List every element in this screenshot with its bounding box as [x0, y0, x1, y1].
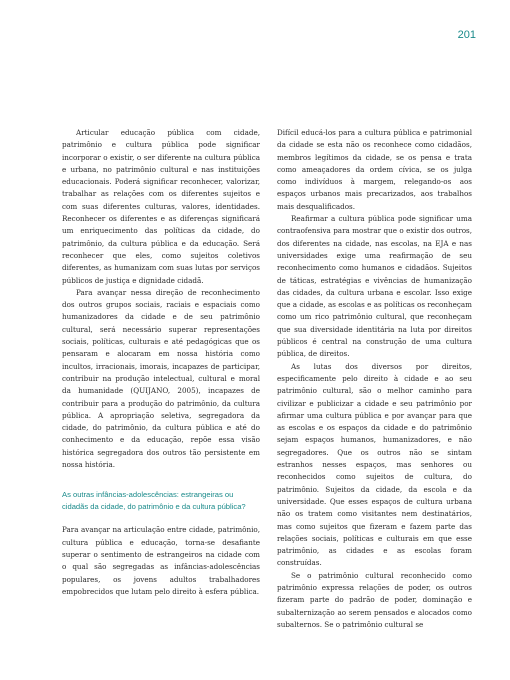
page-number: 201 — [457, 29, 476, 41]
paragraph: Difícil educá-los para a cultura pública e patrimonial da cidade se esta não os reconhece como cidadãos, membros legítimos da cidade, se os pensa e trata como ameaçadores da ordem cívica, se os julga como indivíduos à margem, relegando-os aos espaços urbanos mais precarizados, aos trabalhos mais desqualificados. — [277, 128, 472, 211]
paragraph: Se o patrimônio cultural reconhecido como patrimônio expressa relações de poder, os outros fizeram parte do padrão de poder, dominação e subalternização ao serem pensados e alocados como subalternos. Se o patrimônio cultural se — [277, 570, 472, 629]
paragraph: Articular educação pública com cidade, patrimônio e cultura pública pode significar incorporar o existir, o ser diferente na cultura pública e urbana, no patrimônio cultural e nas instituições educacionais. Poderá significar reconhecer, valorizar, trabalhar as relações com os diferentes sujeitos e com suas diferentes culturas, valores, identidades. Reconhecer os diferentes e as diferenças significará um enriquecimento das políticas da cidade, do patrimônio, da cultura pública e da educação. Será reconhecer que eles, como sujeitos coletivos diferentes, as humanizam com suas lutas por serviços públicos de justiça e dignidade cidadã. — [62, 128, 260, 285]
section-heading: As outras infâncias-adolescências: estrangeiras ou cidadãs da cidade, do patrimônio e da cultura pública? — [62, 490, 246, 511]
paragraph: Para avançar na articulação entre cidade, patrimônio, cultura pública e educação, torna-se desafiante superar o sentimento de estrangeiros na cidade com o qual são segregadas as infâncias-adolescências populares, os jovens adultos trabalhadores empobrecidos que lutam pelo direito à esfera pública. — [62, 525, 260, 596]
left-column — [62, 127, 260, 598]
paragraph: As lutas dos diversos por direitos, especificamente pelo direito à cidade e ao seu patrimônio cultural, são o melhor caminho para civilizar e publicizar a cidade e seu patrimônio por afirmar uma cultura pública e por avançar para que as escolas e os espaços da cidade e do patrimônio sejam espaços humanos, humanizadores, e não segregadores. Que os outros não se sintam estranhos nesses espaços, mas senhores ou reconhecidos como sujeitos de cultura, do patrimônio. Sujeitos da cidade, da escola e da universidade. Que esses espaços de cultura urbana não os tratem como visitantes nem destinatários, mas como sujeitos que fizeram e fazem parte das relações sociais, políticas e culturais em que esse patrimônio, as cidades e as escolas foram construídas. — [277, 361, 472, 568]
paragraph: Reafirmar a cultura pública pode significar uma contraofensiva para mostrar que o existir dos outros, dos diferentes na cidade, nas escolas, na EJA e nas universidades exige uma reafirmação de seu reconhecimento como humanos e cidadãos. Sujeitos de táticas, estratégias e vivências de humanização das cidades, da cultura urbana e escolar. Isso exige que a cidade, as escolas e as políticas os reconheçam como um rico patrimônio cultural, que reconheçam que sua diversidade identitária na luta por direitos públicos é central na construção de uma cultura pública, de direitos. — [277, 214, 472, 359]
paragraph: Para avançar nessa direção de reconhecimento dos outros grupos sociais, raciais e espaciais como humanizadores da cidade e de seu patrimônio cultural, será necessário superar representações sociais, políticas, culturais e até pedagógicas que os pensaram e alocaram em nossa história como incultos, irracionais, imorais, incapazes de participar, contribuir na produção intelectual, cultural e moral da humanidade (QUIJANO, 2005), incapazes de contribuir para a produção do patrimônio, da cultura pública. A apropriação seletiva, segregadora da cidade, do patrimônio, da cultura pública e até do conhecimento e da educação, repõe essa visão histórica segregadora dos outros tão persistente em nossa história. — [62, 287, 260, 470]
right-column — [277, 127, 472, 631]
